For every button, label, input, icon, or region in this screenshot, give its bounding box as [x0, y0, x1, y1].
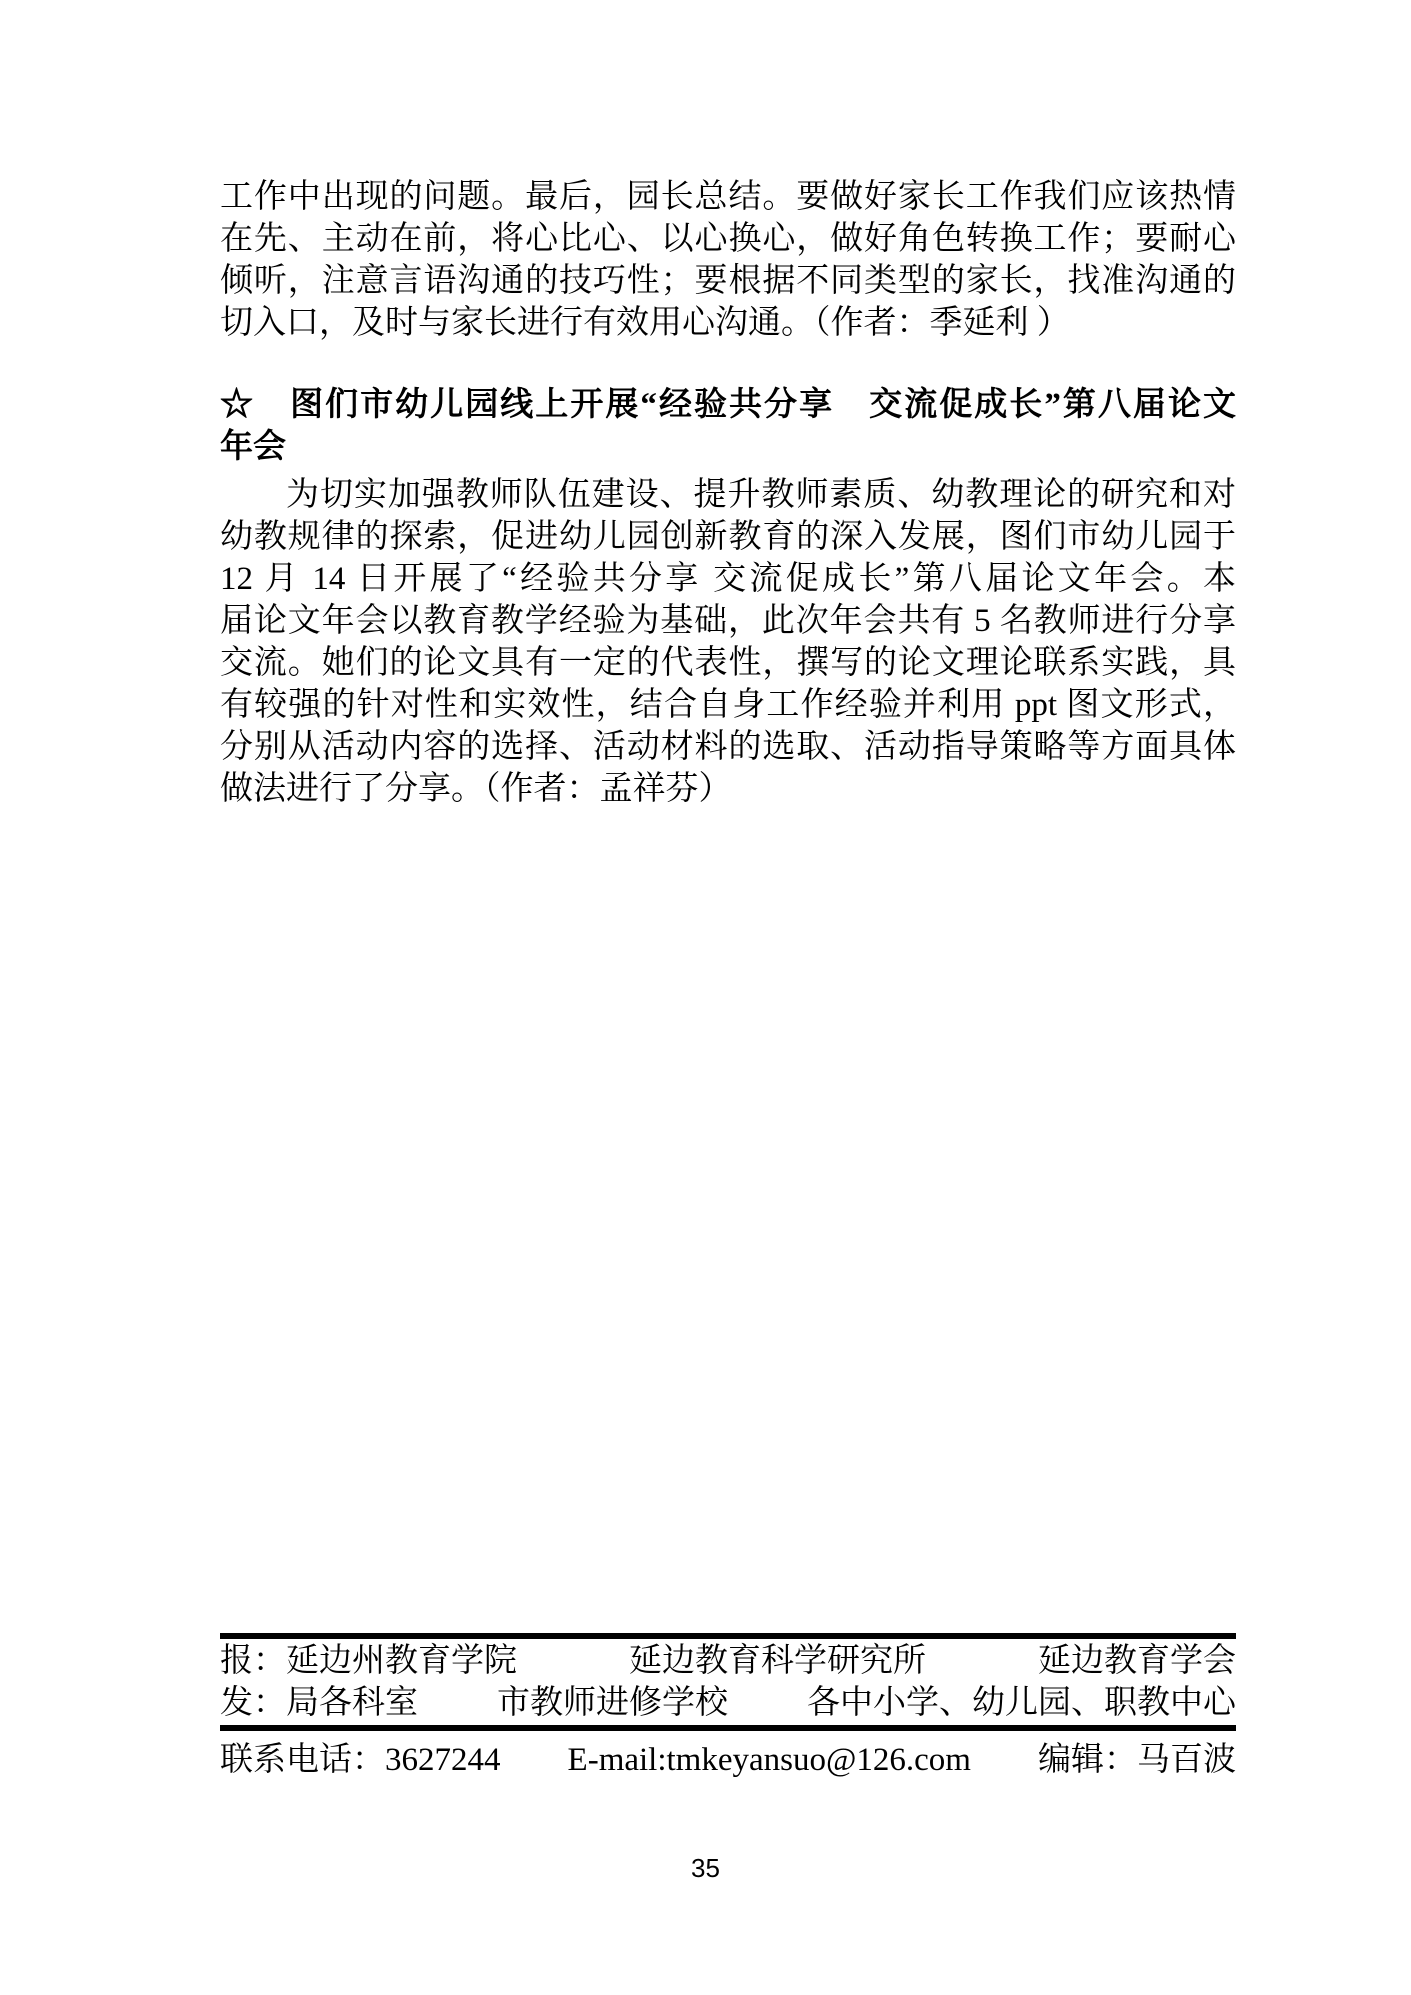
- report-org: 延边教育学会: [1038, 1643, 1236, 1679]
- article-title-line: ☆ 图们市幼儿园线上开展“经验共分享 交流促成长”第八届论文: [220, 387, 1236, 423]
- article-title-line: 年会: [220, 429, 286, 465]
- paragraph-line: 倾听，注意言语沟通的技巧性；要根据不同类型的家长，找准沟通的: [220, 263, 1236, 299]
- phone-label: 联系电话：3627244: [220, 1742, 501, 1778]
- closing-paragraph: [220, 176, 1236, 344]
- distribution-label: 发：局各科室: [220, 1685, 418, 1721]
- article-body-line: 届论文年会以教育教学经验为基础，此次年会共有 5 名教师进行分享: [220, 603, 1236, 639]
- distribution-row: [220, 1682, 1236, 1724]
- article-title: [220, 384, 1236, 468]
- paragraph-line: 在先、主动在前，将心比心、以心换心，做好角色转换工作；要耐心: [220, 221, 1236, 257]
- distribution-org: 市教师进修学校: [497, 1685, 728, 1721]
- report-org: 延边教育科学研究所: [629, 1643, 926, 1679]
- report-row: [220, 1640, 1236, 1682]
- article-body: [220, 474, 1236, 810]
- paragraph-line: 切入口，及时与家长进行有效用心沟通。（作者：季延利 ）: [220, 305, 1070, 341]
- article-section: [220, 384, 1236, 810]
- report-label: 报：延边州教育学院: [220, 1643, 517, 1679]
- article-body-line: 为切实加强教师队伍建设、提升教师素质、幼教理论的研究和对: [286, 477, 1236, 513]
- article-body-line: 幼教规律的探索，促进幼儿园创新教育的深入发展，图们市幼儿园于: [220, 519, 1236, 555]
- distribution-box: [220, 1633, 1236, 1731]
- article-body-line: 做法进行了分享。（作者：孟祥芬）: [220, 771, 732, 807]
- page-number: 35: [691, 1853, 720, 1883]
- page-body: [220, 176, 1236, 810]
- email-label: E-mail:tmkeyansuo@126.com: [567, 1742, 971, 1778]
- paragraph-line: 工作中出现的问题。最后，园长总结。要做好家长工作我们应该热情: [220, 179, 1236, 215]
- contact-row: [220, 1739, 1236, 1781]
- article-body-line: 交流。她们的论文具有一定的代表性，撰写的论文理论联系实践，具: [220, 645, 1236, 681]
- article-body-line: 12 月 14 日开展了“经验共分享 交流促成长”第八届论文年会。本: [220, 561, 1236, 597]
- article-body-line: 有较强的针对性和实效性，结合自身工作经验并利用 ppt 图文形式，: [220, 687, 1236, 723]
- distribution-org: 各中小学、幼儿园、职教中心: [807, 1685, 1236, 1721]
- page-footer: [220, 1633, 1236, 1781]
- article-body-line: 分别从活动内容的选择、活动材料的选取、活动指导策略等方面具体: [220, 729, 1236, 765]
- editor-label: 编辑：马百波: [1038, 1742, 1236, 1778]
